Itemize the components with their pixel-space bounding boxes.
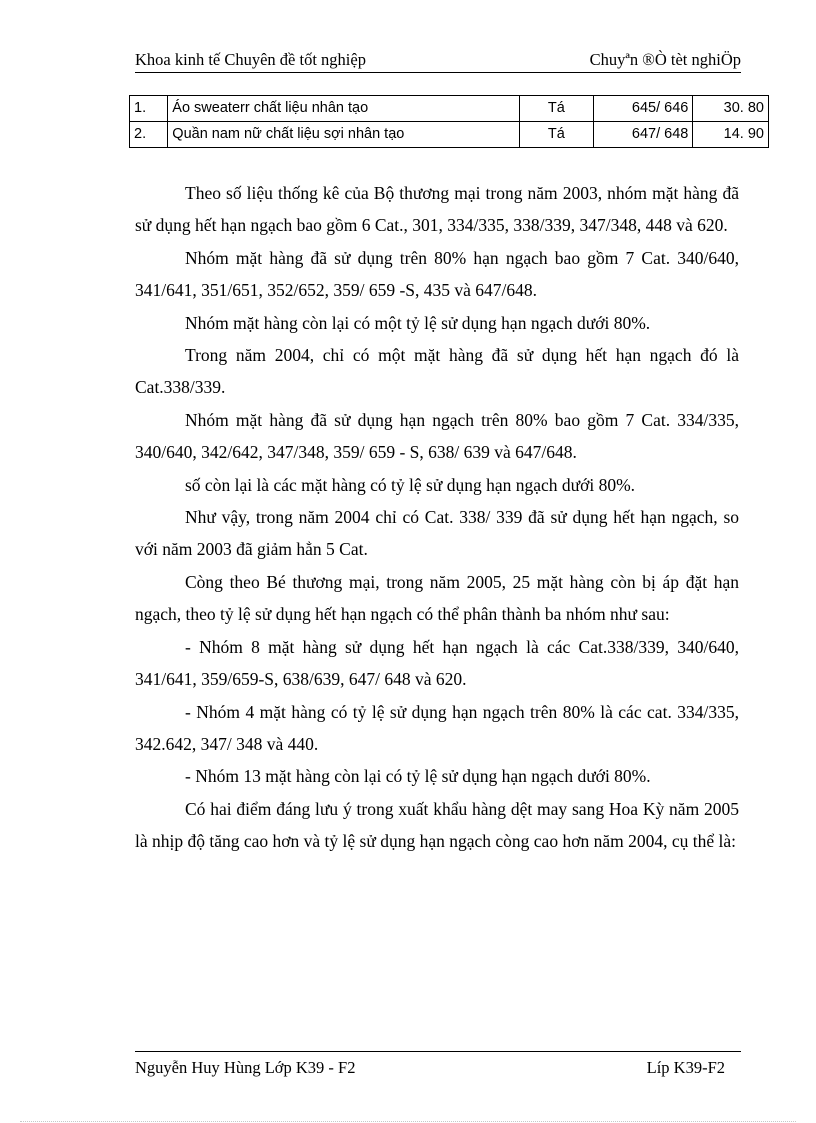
item-name: Áo sweaterr chất liệu nhân tạo: [168, 96, 520, 122]
quota-table: [129, 95, 769, 148]
paragraph: Nhóm mặt hàng đã sử dụng trên 80% hạn ngạch bao gồm 7 Cat. 340/640, 341/641, 351/651, 352/652, 359/ 659 -S, 435 và 647/648.: [135, 247, 739, 301]
paragraph: số còn lại là các mặt hàng có tỷ lệ sử dụng hạn ngạch dưới 80%.: [185, 474, 636, 495]
list-item: - Nhóm 4 mặt hàng có tỷ lệ sử dụng hạn ngạch trên 80% là các cat. 334/335, 342.642, 347/ 348 và 440.: [135, 701, 739, 754]
footer-author: Nguyễn Huy Hùng Lớp K39 - F2: [135, 1058, 356, 1077]
table-row: [130, 96, 769, 122]
paragraph: Nhóm mặt hàng đã sử dụng hạn ngạch trên 80% bao gồm 7 Cat. 334/335, 340/640, 342/642, 347/348, 359/ 659 - S, 638/ 639 và 647/648.: [135, 409, 739, 463]
body-text: [135, 177, 739, 858]
unit: Tá: [520, 96, 594, 122]
unit: Tá: [520, 122, 594, 148]
page-footer: [135, 1051, 741, 1082]
paragraph: Trong năm 2004, chỉ có một mặt hàng đã sử dụng hết hạn ngạch đó là Cat.338/339.: [135, 345, 739, 398]
list-item: - Nhóm 13 mặt hàng còn lại có tỷ lệ sử dụng hạn ngạch dưới 80%.: [185, 766, 651, 787]
table-row: [130, 122, 769, 148]
usage-rate: 30. 80: [693, 96, 769, 122]
header-right-text: Chuyªn ®Ò tèt nghiÖp: [589, 50, 741, 69]
page-bottom-divider: [20, 1121, 796, 1122]
item-name: Quần nam nữ chất liệu sợi nhân tạo: [168, 122, 520, 148]
page-header: [135, 50, 741, 73]
list-item: - Nhóm 8 mặt hàng sử dụng hết hạn ngạch là các Cat.338/339, 340/640, 341/641, 359/659-S, 638/639, 647/ 648 và 620.: [135, 636, 739, 690]
paragraph: Theo số liệu thống kê của Bộ thương mại trong năm 2003, nhóm mặt hàng đã sử dụng hết hạn ngạch bao gồm 6 Cat., 301, 334/335, 338/339, 347/348, 448 và 620.: [135, 183, 739, 236]
category-code: 645/ 646: [593, 96, 693, 122]
paragraph: Nhóm mặt hàng còn lại có một tỷ lệ sử dụng hạn ngạch dưới 80%.: [185, 312, 651, 333]
usage-rate: 14. 90: [693, 122, 769, 148]
paragraph: Như vậy, trong năm 2004 chỉ có Cat. 338/ 339 đã sử dụng hết hạn ngạch, so với năm 2003 đã giảm hẳn 5 Cat.: [135, 507, 739, 560]
paragraph: Còng theo Bé thương mại, trong năm 2005, 25 mặt hàng còn bị áp đặt hạn ngạch, theo tỷ lệ sử dụng hết hạn ngạch có thể phân thành ba nhóm như sau:: [135, 571, 739, 625]
paragraph: Có hai điểm đáng lưu ý trong xuất khẩu hàng dệt may sang Hoa Kỳ năm 2005 là nhịp độ tăng cao hơn và tỷ lệ sử dụng hạn ngạch còng cao hơn năm 2004, cụ thể là:: [135, 798, 739, 852]
footer-class: Líp K39-F2: [646, 1058, 725, 1077]
row-number: 2.: [130, 122, 168, 148]
row-number: 1.: [130, 96, 168, 122]
header-left-text: Khoa kinh tế Chuyên đề tốt nghiệp: [135, 50, 366, 69]
category-code: 647/ 648: [593, 122, 693, 148]
